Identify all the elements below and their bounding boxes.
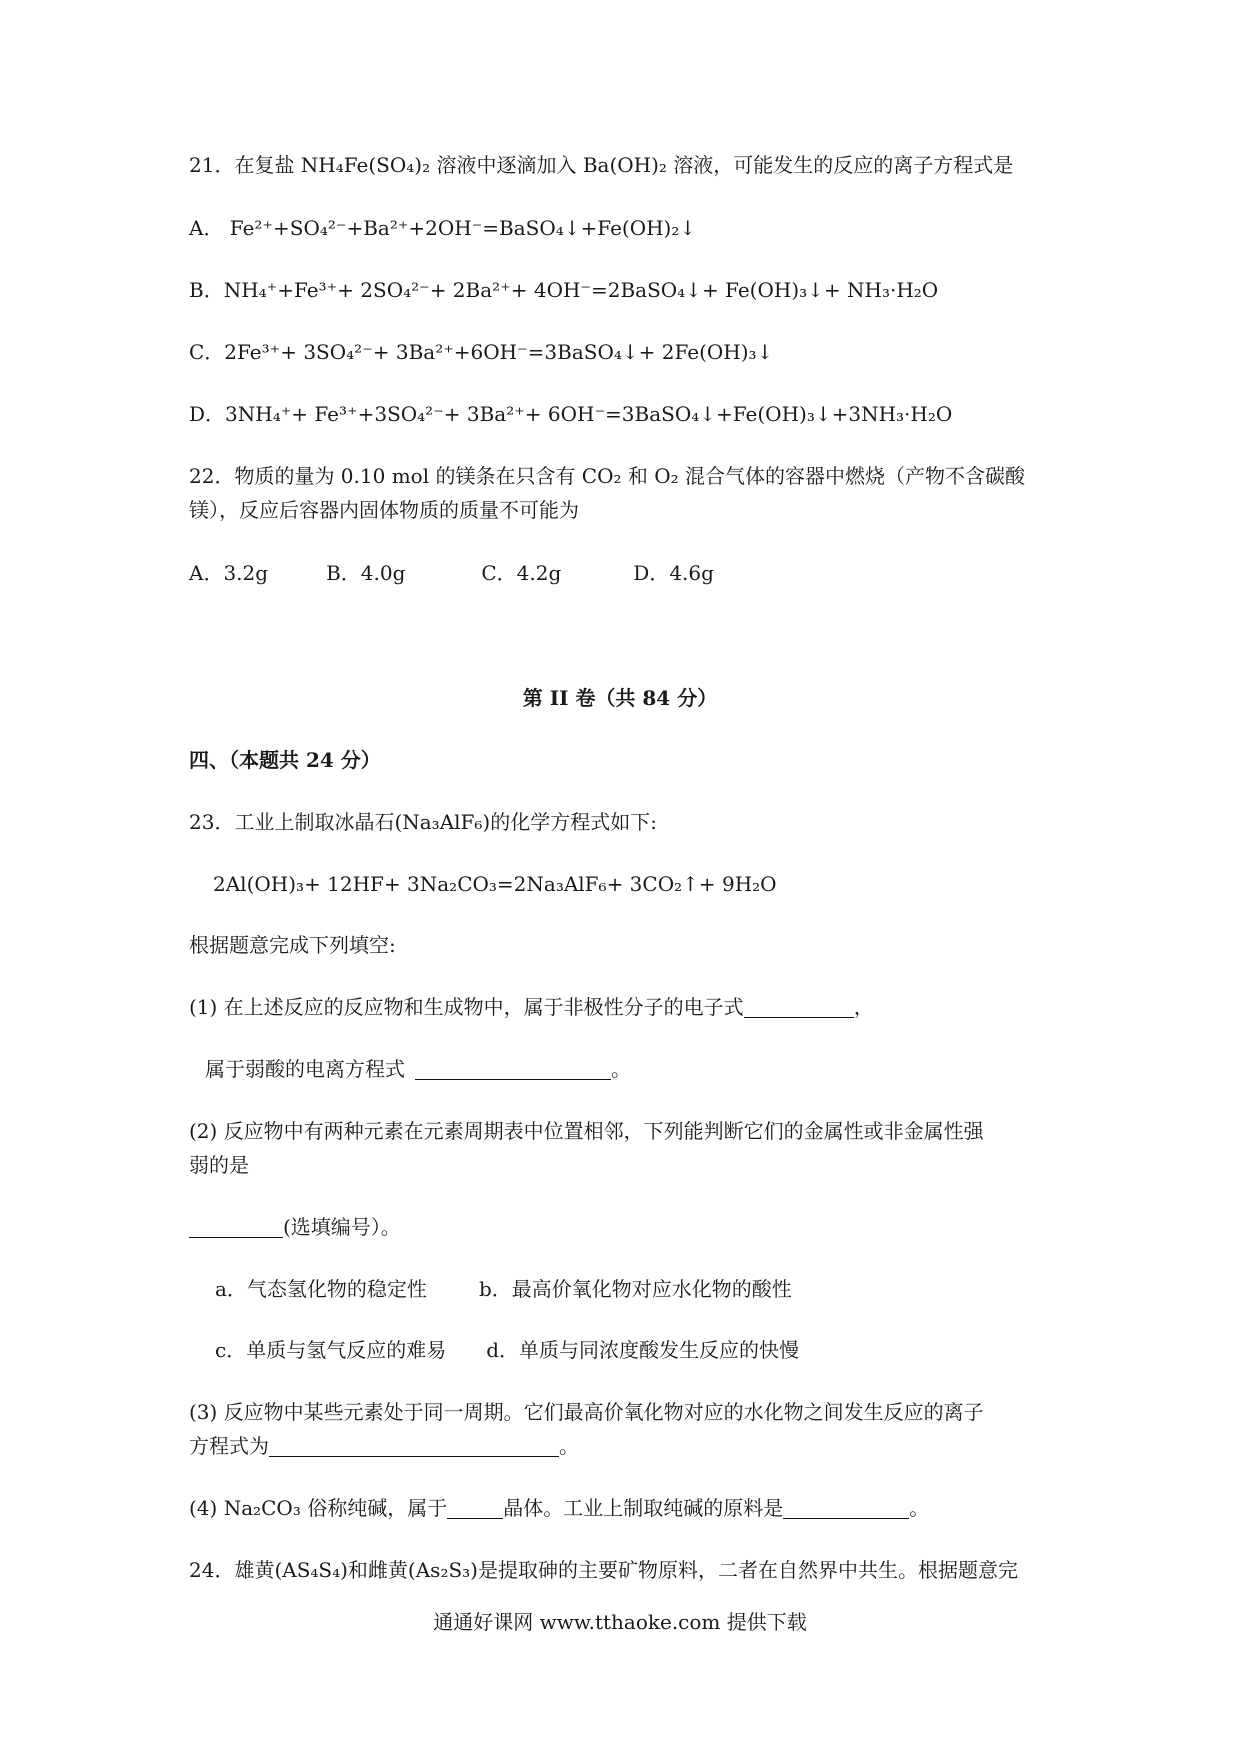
question-23-stem: 23．工业上制取冰晶石(Na₃AlF₆)的化学方程式如下:	[189, 810, 657, 834]
question-23-part4	[189, 1493, 929, 1523]
question-23-part2-options-ab	[215, 1274, 792, 1304]
answer-blank-1[interactable]	[744, 997, 854, 1018]
question-21-option-d: D．3NH₄⁺+ Fe³⁺+3SO₄²⁻+ 3Ba²⁺+ 6OH⁻=3BaSO₄↓+Fe(OH)₃↓+3NH₃·H₂O	[189, 402, 953, 426]
part1-prompt-b: 属于弱酸的电离方程式	[205, 1057, 405, 1081]
part2-option-c: c．单质与氢气反应的难易	[215, 1338, 447, 1362]
part2-option-b: b．最高价氧化物对应水化物的酸性	[478, 1277, 792, 1301]
question-23-part3-line1: (3) 反应物中某些元素处于同一周期。它们最高价氧化物对应的水化物之间发生反应的离子	[189, 1400, 984, 1424]
part3-punct: 。	[559, 1434, 579, 1458]
part4-prompt-b: 晶体。工业上制取纯碱的原料是	[503, 1496, 784, 1520]
part2-option-a: a．气态氢化物的稳定性	[215, 1277, 427, 1301]
part2-option-d: d．单质与同浓度酸发生反应的快慢	[486, 1338, 800, 1362]
question-22-option-b: B．4.0g	[326, 561, 406, 585]
question-22-options	[189, 558, 714, 588]
question-21-option-c: C．2Fe³⁺+ 3SO₄²⁻+ 3Ba²⁺+6OH⁻=3BaSO₄↓+ 2Fe(OH)₃↓	[189, 340, 774, 364]
question-24-stem: 24．雄黄(AS₄S₄)和雌黄(As₂S₃)是提取砷的主要矿物原料，二者在自然界中共生。根据题意完	[189, 1558, 1018, 1582]
question-21-option-a: A． Fe²⁺+SO₄²⁻+Ba²⁺+2OH⁻=BaSO₄↓+Fe(OH)₂↓	[189, 216, 697, 240]
answer-blank-2[interactable]	[415, 1059, 611, 1080]
answer-blank-3[interactable]	[189, 1217, 283, 1238]
part4-punct: 。	[909, 1496, 930, 1520]
answer-blank-5[interactable]	[447, 1498, 503, 1519]
part2-select-label: (选填编号）。	[283, 1215, 401, 1239]
part1-prompt-a: (1) 在上述反应的反应物和生成物中，属于非极性分子的电子式	[189, 995, 744, 1019]
section-title: 第 II 卷（共 84 分）	[522, 686, 718, 710]
question-23-equation: 2Al(OH)₃+ 12HF+ 3Na₂CO₃=2Na₃AlF₆+ 3CO₂↑+ 9H₂O	[213, 872, 777, 896]
question-23-part1-line2	[205, 1054, 631, 1084]
question-22-stem-line2: 镁），反应后容器内固体物质的质量不可能为	[189, 498, 579, 522]
question-21-stem: 21．在复盐 NH₄Fe(SO₄)₂ 溶液中逐滴加入 Ba(OH)₂ 溶液，可能发生的反应的离子方程式是	[189, 153, 1014, 177]
part4-prompt-a: (4) Na₂CO₃ 俗称纯碱，属于	[189, 1496, 448, 1520]
question-22-option-c: C．4.2g	[481, 561, 562, 585]
question-22-option-d: D．4.6g	[633, 561, 714, 585]
part1-punct-b: 。	[611, 1057, 631, 1081]
question-23-part3-line2	[189, 1431, 579, 1461]
question-22-option-a: A．3.2g	[189, 561, 269, 585]
question-23-part2-select	[189, 1212, 401, 1242]
answer-blank-4[interactable]	[269, 1436, 559, 1457]
answer-blank-6[interactable]	[783, 1498, 909, 1519]
question-23-part2-line2: 弱的是	[189, 1153, 249, 1177]
question-23-part1-line1	[189, 992, 874, 1022]
question-22-stem-line1: 22．物质的量为 0.10 mol 的镁条在只含有 CO₂ 和 O₂ 混合气体的容器中燃烧（产物不含碳酸	[189, 464, 1026, 488]
question-21-option-b: B．NH₄⁺+Fe³⁺+ 2SO₄²⁻+ 2Ba²⁺+ 4OH⁻=2BaSO₄↓+ Fe(OH)₃↓+ NH₃·H₂O	[189, 278, 939, 302]
part1-punct-a: ，	[853, 995, 874, 1019]
question-23-part2-line1: (2) 反应物中有两种元素在元素周期表中位置相邻，下列能判断它们的金属性或非金属性强	[189, 1119, 984, 1143]
question-23-instruction: 根据题意完成下列填空:	[189, 933, 396, 957]
question-23-part2-options-cd	[215, 1335, 799, 1365]
part3-prompt: 方程式为	[189, 1434, 269, 1458]
page-footer: 通通好课网 www.tthaoke.com 提供下载	[433, 1610, 807, 1634]
part-heading: 四、（本题共 24 分）	[189, 748, 381, 772]
